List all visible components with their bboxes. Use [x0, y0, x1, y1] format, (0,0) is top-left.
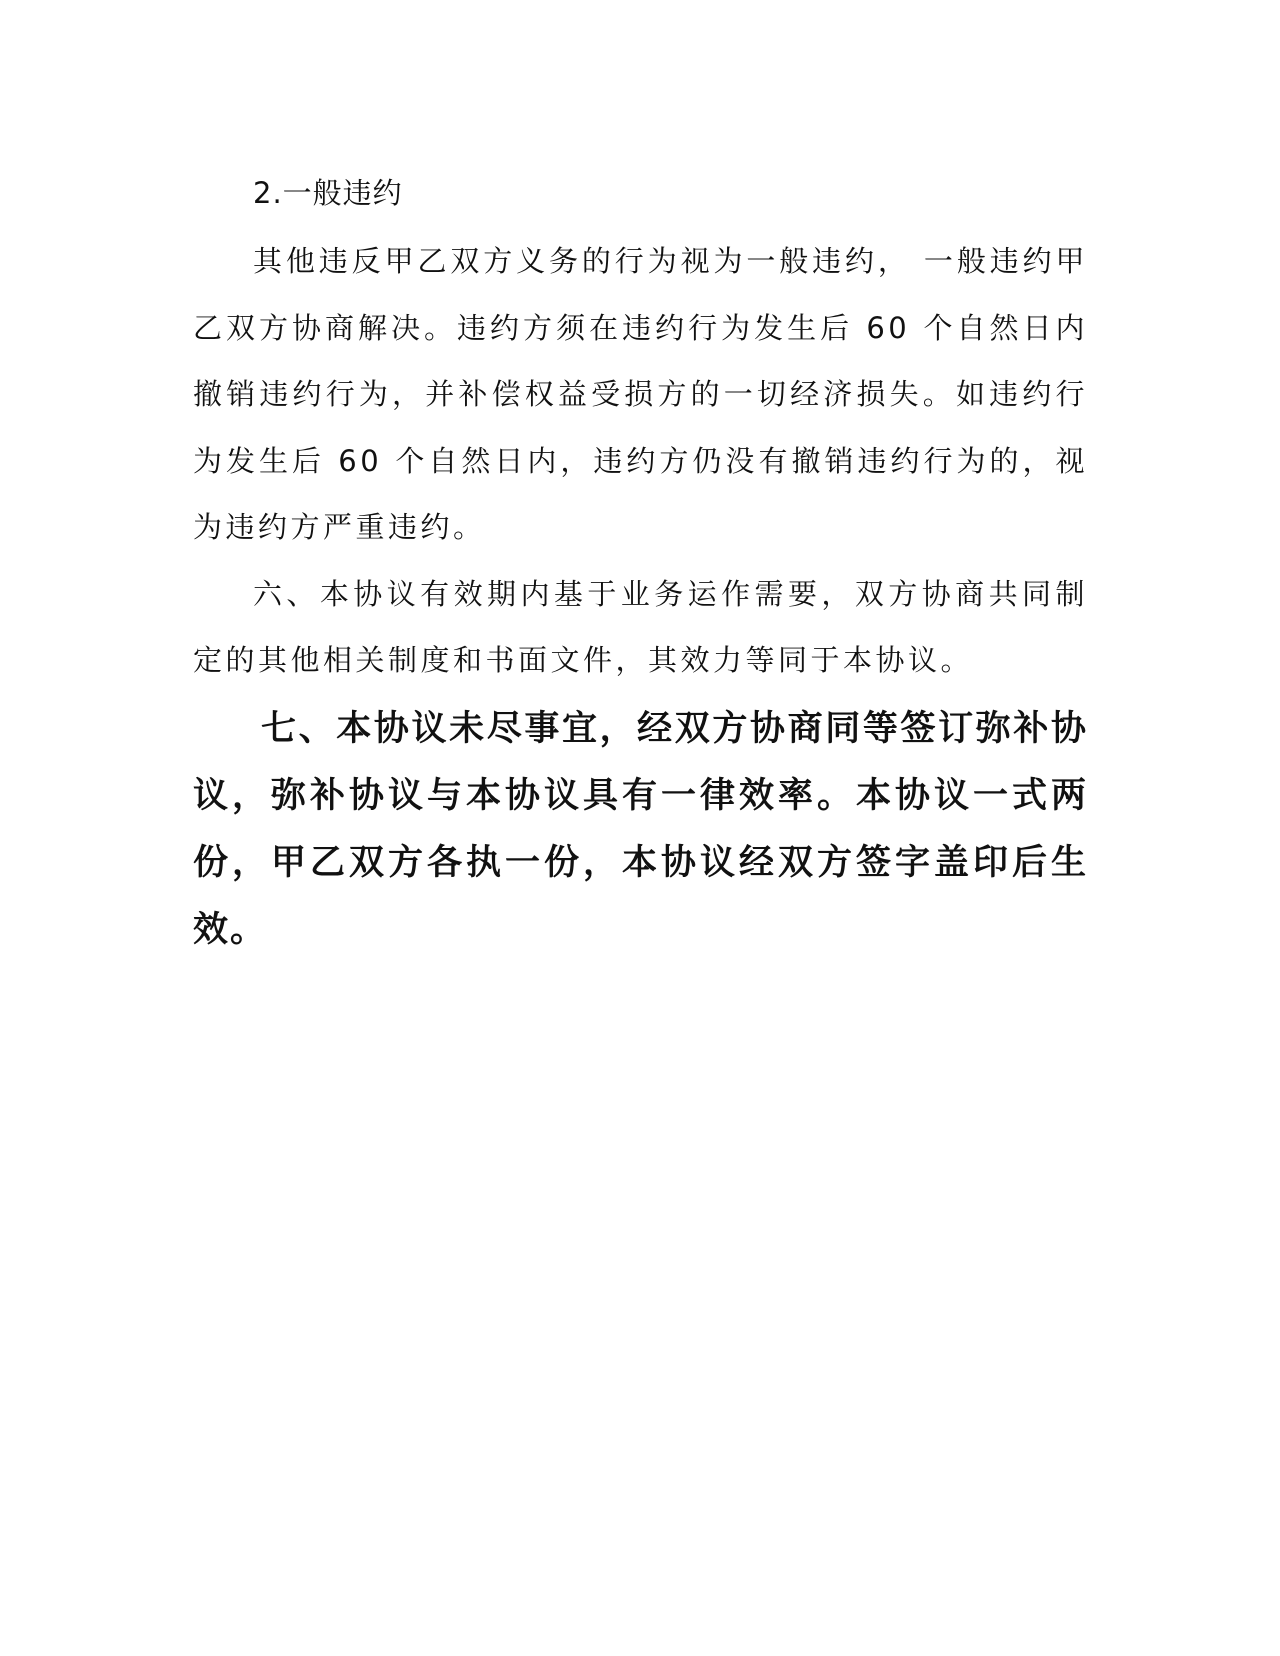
paragraph-general-breach: 其他违反甲乙双方义务的行为视为一般违约， 一般违约甲乙双方协商解决。违约方须在违约行为发生后 60 个自然日内撤销违约行为，并补偿权益受损方的一切经济损失。如违约行为发生后 60 个自然日内，违约方仍没有撤销违约行为的，视为违约方严重违约。 — [193, 244, 1088, 544]
document-body — [193, 158, 1088, 964]
paragraph-clause-six: 六、本协议有效期内基于业务运作需要，双方协商共同制定的其他相关制度和书面文件，其效力等同于本协议。 — [193, 576, 1088, 677]
section-heading: 2.一般违约 — [253, 176, 403, 210]
paragraph-clause-seven: 七、本协议未尽事宜，经双方协商同等签订弥补协议，弥补协议与本协议具有一律效率。本协议一式两份，甲乙双方各执一份，本协议经双方签字盖印后生效。 — [193, 708, 1088, 950]
